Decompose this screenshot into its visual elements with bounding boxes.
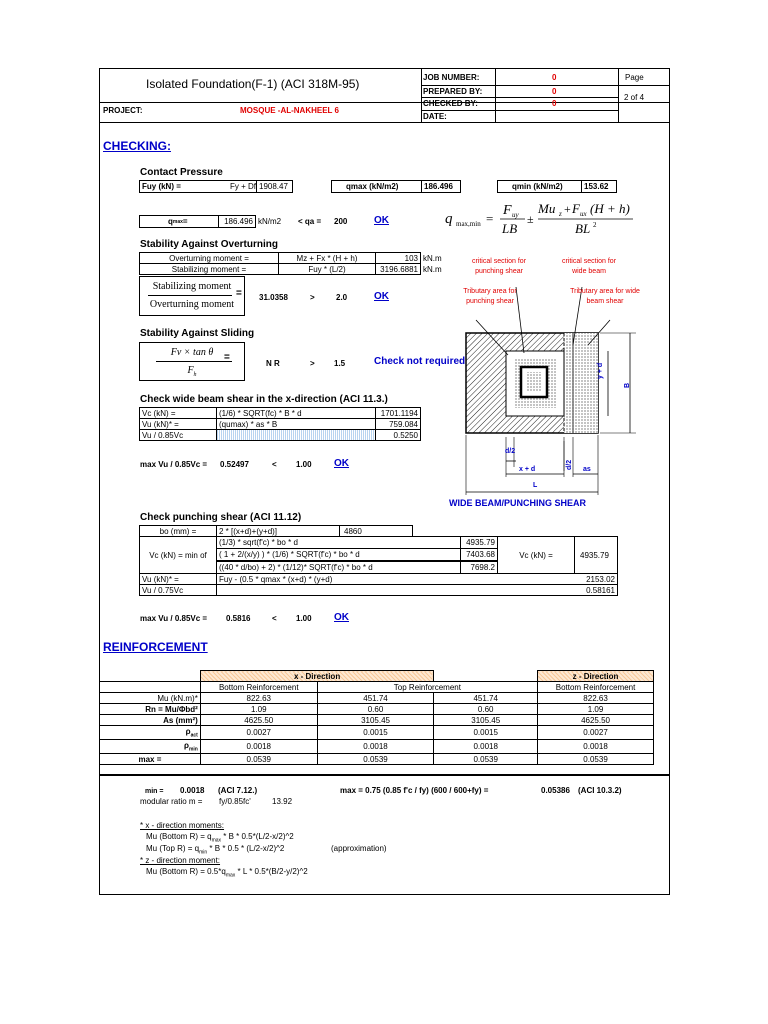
punching-lt: <	[272, 614, 277, 623]
vc-result-label: Vc (kN) =	[497, 536, 575, 574]
qa-text: < qa =	[298, 217, 322, 226]
svg-text:max,min: max,min	[456, 220, 481, 228]
qmin-label: qmin (kN/m2)	[512, 182, 563, 191]
fuy-label: Fuy (kN) =	[142, 182, 181, 191]
rho-min-ref: (ACI 7.12.)	[218, 786, 258, 795]
cell: 451.74	[317, 693, 434, 704]
vc-formula: (1/3) * sqrt(f'c) * bo * d	[216, 536, 461, 549]
row-label: max =	[100, 754, 201, 765]
bo-formula: 2 * [(x+d)+(y+d)]	[216, 525, 340, 537]
rho-min-value: 0.0018	[180, 786, 205, 795]
svg-text:LB: LB	[502, 221, 518, 236]
svg-text:F: F	[503, 203, 512, 218]
cell: 0.0015	[434, 726, 538, 740]
table-row	[100, 754, 654, 765]
project-value: MOSQUE -AL-NAKHEEL 6	[240, 106, 339, 115]
row-label: ρ	[185, 726, 191, 736]
punching-title: Check punching shear (ACI 11.12)	[140, 512, 302, 523]
approximation-note: (approximation)	[331, 844, 387, 853]
stabilizing-row-label: Stabilizing moment =	[139, 263, 279, 275]
sliding-denominator: F	[187, 365, 194, 376]
cell: 4625.50	[200, 715, 317, 726]
sheet-title: Isolated Foundation(F-1) (ACI 318M-95)	[146, 77, 360, 91]
bo-value: 4860	[339, 525, 413, 537]
sliding-gt: >	[310, 359, 315, 368]
cell: 1.09	[200, 704, 317, 715]
overturning-ok: OK	[374, 291, 389, 302]
stabilizing-row-value: 3196.6881	[375, 263, 421, 275]
label-critical-punching: critical section for punching shear	[471, 258, 527, 275]
project-label: PROJECT:	[103, 106, 143, 115]
qa-value: 200	[334, 217, 348, 226]
diagram-caption: WIDE BEAM/PUNCHING SHEAR	[449, 498, 587, 508]
page-value: 2 of 4	[624, 93, 645, 102]
wide-beam-row-value: 0.5250	[375, 429, 421, 441]
wide-beam-tributary	[564, 333, 598, 433]
cell: 0.0015	[317, 726, 434, 740]
cell: 822.63	[538, 693, 654, 704]
vu-value: 2153.02	[586, 574, 615, 584]
wide-beam-check-value: 0.52497	[220, 460, 249, 469]
svg-text:BL: BL	[575, 221, 591, 236]
vc-value: 7403.68	[460, 548, 498, 561]
q-eq: =	[182, 217, 188, 226]
overturning-row-unit: kN.m	[423, 254, 442, 263]
sliding-denominator-sub: h	[193, 372, 197, 378]
vc-formula: ( 1 + 2/(x/y) ) * (1/6) * SQRT(f'c) * bo * d	[216, 548, 461, 561]
wide-beam-limit: 1.00	[296, 460, 312, 469]
x-moment-line: Mu (Top R) = q	[146, 844, 200, 853]
q-value: 186.496	[218, 215, 256, 228]
overturning-row-label: Overturning moment =	[139, 252, 279, 264]
x-direction-header: x - Direction	[200, 671, 434, 682]
rho-max-value: 0.05386	[541, 786, 570, 795]
sub-header-bottom-z: Bottom Reinforcement	[538, 682, 654, 693]
vc-value: 4935.79	[460, 536, 498, 549]
svg-text:±: ±	[527, 212, 534, 226]
job-number-value: 0	[552, 73, 557, 82]
qmax-label: qmax (kN/m2)	[346, 182, 399, 191]
checked-by-value: 0	[552, 99, 557, 108]
row-label: ρ	[183, 740, 189, 750]
reinforcement-heading: REINFORCEMENT	[103, 640, 208, 654]
x-moment-line-rest: * B * 0.5 * (L/2-x/2)^2	[207, 844, 285, 853]
overturning-limit: 2.0	[336, 293, 348, 302]
wide-beam-ok: OK	[334, 458, 349, 469]
reinforcement-table	[99, 670, 654, 765]
overturning-row-formula: Mz + Fx * (H + h)	[278, 252, 376, 264]
cell: 0.0539	[200, 754, 317, 765]
wide-beam-lt: <	[272, 460, 277, 469]
overturning-gt: >	[310, 293, 315, 302]
contact-pressure-ok: OK	[374, 215, 389, 226]
cell: 0.0027	[538, 726, 654, 740]
dim-y-plus-d: y + d	[597, 362, 604, 379]
qmax-min-formula	[445, 198, 640, 238]
q-label: q	[168, 217, 173, 226]
dim-L: L	[533, 482, 538, 489]
cell: 3105.45	[317, 715, 434, 726]
cell: 0.0018	[317, 740, 434, 754]
label-tributary-wide: Tributary area for wide beam shear	[570, 288, 640, 305]
modular-ratio-formula: fy/0.85fc'	[219, 797, 251, 806]
table-row	[100, 704, 654, 715]
page-label: Page	[625, 73, 644, 82]
sub-header-bottom-x: Bottom Reinforcement	[200, 682, 317, 693]
vc-label: Vc (kN) = min of	[139, 536, 217, 574]
x-moment-line: Mu (Bottom R) = q	[146, 832, 212, 841]
x-moment-sub: max	[211, 837, 222, 844]
z-moment-heading: * z - direction moment:	[140, 856, 221, 865]
stabilizing-row-unit: kN.m	[423, 265, 442, 274]
svg-text:z: z	[559, 210, 562, 218]
job-number-label: JOB NUMBER:	[423, 73, 480, 82]
cell: 0.60	[434, 704, 538, 715]
row-label-sub: min	[188, 746, 198, 753]
overturning-row-value: 103	[375, 252, 421, 264]
punching-ratio-label: Vu / 0.75Vc	[139, 584, 217, 596]
bo-label: bo (mm) =	[139, 525, 217, 537]
sliding-value: N R	[266, 359, 280, 368]
cell: 3105.45	[434, 715, 538, 726]
punching-check-value: 0.5816	[226, 614, 251, 623]
cell: 0.0539	[317, 754, 434, 765]
overturning-title: Stability Against Overturning	[140, 239, 278, 250]
x-moment-sub: min	[199, 849, 208, 856]
prepared-by-value: 0	[552, 87, 557, 96]
checked-by-label: CHECKED BY:	[423, 99, 478, 108]
cell: 0.0018	[434, 740, 538, 754]
qmin-value: 153.62	[581, 180, 617, 193]
wide-beam-row-label: Vu (kN)* =	[139, 418, 217, 430]
prepared-by-label: PREPARED BY:	[423, 87, 483, 96]
ratio-eq: =	[236, 288, 242, 299]
cell: 822.63	[200, 693, 317, 704]
svg-text:F: F	[572, 201, 580, 216]
wide-beam-row-formula: (qumax) * as * B	[216, 418, 376, 430]
row-label-sub: act	[190, 732, 198, 739]
x-moment-line-rest: * B * 0.5*(L/2-x/2)^2	[221, 832, 294, 841]
wide-beam-row-formula: (1/6) * SQRT(fc) * B * d	[216, 407, 376, 419]
punching-limit: 1.00	[296, 614, 312, 623]
wide-beam-check-label: max Vu / 0.85Vc =	[140, 460, 208, 469]
cell: 0.0018	[538, 740, 654, 754]
q-unit: kN/m2	[258, 217, 282, 226]
date-label: DATE:	[423, 112, 447, 121]
cell: 0.60	[317, 704, 434, 715]
svg-text:2: 2	[593, 221, 597, 229]
sliding-numerator: Fv × tan θ	[170, 347, 214, 358]
ratio-numerator: Stabilizing moment	[152, 281, 232, 292]
vu-formula: Fuy - (0.5 * qmax * (x+d) * (y+d)	[219, 574, 333, 584]
table-row	[100, 726, 654, 740]
wide-beam-title: Check wide beam shear in the x-direction (ACI 11.3.)	[140, 394, 388, 405]
svg-text:Mu: Mu	[538, 201, 556, 216]
svg-text:uy: uy	[512, 211, 519, 219]
rho-max-label: max = 0.75 (0.85 f'c / fy) (600 / 600+fy) =	[340, 786, 489, 795]
table-row	[100, 740, 654, 754]
label-tributary-punching: Tributary area for punching shear	[463, 288, 517, 305]
qmax-value: 186.496	[421, 180, 461, 193]
sliding-status: Check not required	[374, 356, 466, 367]
row-label: Rn = Mu/Φbd²	[100, 704, 201, 715]
table-row	[100, 693, 654, 704]
cell: 0.0539	[434, 754, 538, 765]
svg-text:=: =	[486, 211, 494, 226]
dim-B: B	[624, 382, 631, 388]
x-moments-heading: * x - direction moments:	[140, 821, 225, 830]
wide-beam-row-value: 759.084	[375, 418, 421, 430]
svg-text:q: q	[445, 211, 453, 227]
fuy-formula: Fy + Df	[230, 182, 257, 191]
rho-min-label: min =	[145, 788, 164, 795]
svg-text:ux: ux	[580, 210, 587, 218]
vc-formula: ((40 * d/bo) + 2) * (1/12)* SQRT(f'c) * bo * d	[216, 561, 461, 574]
sliding-eq: =	[224, 352, 230, 363]
z-moment-line: Mu (Bottom R) = 0.5*q	[146, 867, 226, 876]
cell: 0.0539	[538, 754, 654, 765]
z-direction-header: z - Direction	[538, 671, 654, 682]
row-label: Mu (kN.m)*	[100, 693, 201, 704]
cell: 4625.50	[538, 715, 654, 726]
vu-label: Vu (kN)* =	[139, 573, 217, 585]
cell: 1.09	[538, 704, 654, 715]
q-sub: max	[172, 218, 183, 225]
dim-d2-right: d/2	[566, 459, 573, 470]
checking-heading: CHECKING:	[103, 139, 171, 153]
dim-d2-left: d/2	[505, 448, 516, 455]
cell: 0.0027	[200, 726, 317, 740]
svg-text:(H + h): (H + h)	[590, 201, 630, 216]
cell: 451.74	[434, 693, 538, 704]
modular-ratio-value: 13.92	[272, 797, 293, 806]
fuy-value: 1908.47	[256, 180, 293, 193]
shear-diagram	[440, 245, 640, 515]
wide-beam-row-value: 1701.1194	[375, 407, 421, 419]
z-moment-sub: max	[225, 872, 236, 879]
row-label: As (mm²)	[100, 715, 201, 726]
sliding-limit: 1.5	[334, 359, 346, 368]
wide-beam-row-formula	[216, 429, 376, 441]
punching-ok: OK	[334, 612, 349, 623]
vc-value: 7698.2	[460, 561, 498, 574]
table-row	[100, 715, 654, 726]
wide-beam-row-label: Vc (kN) =	[139, 407, 217, 419]
overturning-ratio: 31.0358	[259, 293, 288, 302]
vc-result-value: 4935.79	[574, 536, 618, 574]
ratio-denominator: Overturning moment	[149, 299, 235, 310]
svg-text:+: +	[564, 202, 571, 216]
modular-ratio-label: modular ratio m =	[140, 797, 203, 806]
label-critical-wide: critical section for wide beam	[561, 258, 617, 275]
dim-as: as	[583, 466, 591, 473]
cell: 0.0018	[200, 740, 317, 754]
stabilizing-row-formula: Fuy * (L/2)	[278, 263, 376, 275]
z-moment-line-rest: * L * 0.5*(B/2-y/2)^2	[235, 867, 308, 876]
contact-pressure-title: Contact Pressure	[140, 167, 223, 178]
punching-ratio-value: 0.58161	[216, 584, 618, 596]
sub-header-top-x: Top Reinforcement	[317, 682, 537, 693]
wide-beam-row-label: Vu / 0.85Vc	[139, 429, 217, 441]
sliding-title: Stability Against Sliding	[140, 328, 255, 339]
punching-check-label: max Vu / 0.85Vc =	[140, 614, 208, 623]
dim-x-plus-d: x + d	[519, 466, 536, 473]
rho-max-ref: (ACI 10.3.2)	[578, 786, 622, 795]
